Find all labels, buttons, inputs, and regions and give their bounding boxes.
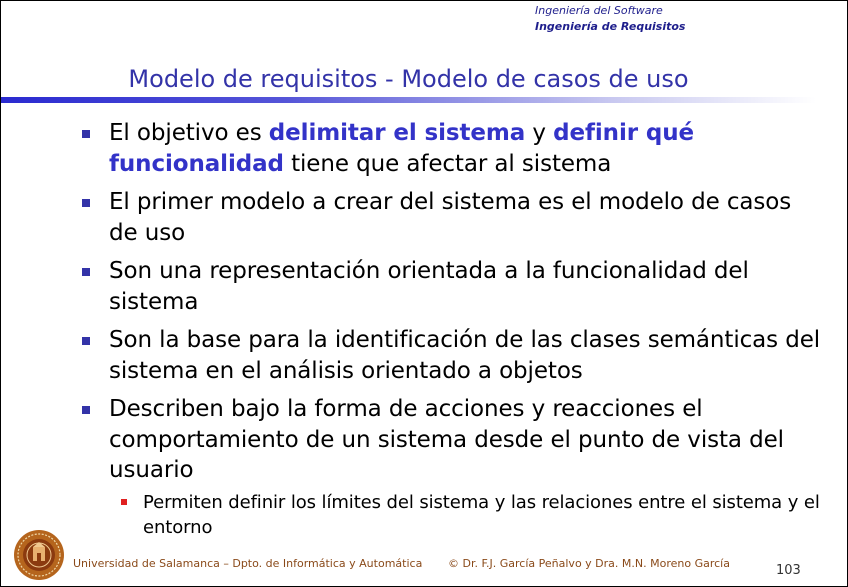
bullet-item — [81, 394, 826, 540]
bullet-text: El primer modelo a crear del sistema es el modelo de casos de uso — [109, 189, 792, 246]
bullet-list — [81, 118, 826, 548]
bullet-item — [81, 187, 826, 248]
footer-authors: © Dr. F.J. García Peñalvo y Dra. M.N. Moreno García — [448, 557, 730, 570]
bullet-highlight: delimitar el sistema — [268, 120, 526, 146]
bullet-square-icon — [82, 130, 90, 138]
bullet-text: y — [525, 120, 554, 146]
bullet-square-icon — [82, 406, 90, 414]
sub-bullet-item — [109, 490, 826, 540]
bullet-item — [81, 256, 826, 317]
bullet-text: Describen bajo la forma de acciones y reacciones el comportamiento de un sistema desde el punto de vista del usuario — [109, 396, 784, 483]
bullet-item — [81, 118, 826, 179]
bullet-text: Son una representación orientada a la funcionalidad del sistema — [109, 258, 749, 315]
sub-bullet-square-icon — [121, 499, 127, 505]
university-seal-icon — [13, 529, 65, 581]
footer-institution: Universidad de Salamanca – Dpto. de Informática y Automática — [73, 557, 423, 570]
sub-bullet-text: Permiten definir los límites del sistema y las relaciones entre el sistema y el entorno — [143, 491, 820, 538]
header-topic: Ingeniería de Requisitos — [535, 20, 686, 33]
bullet-text: El objetivo es — [109, 120, 269, 146]
title-underline — [1, 97, 816, 103]
sub-bullet-list — [109, 490, 826, 540]
header-course: Ingeniería del Software — [535, 4, 663, 17]
bullet-text: tiene que afectar al sistema — [283, 150, 612, 177]
slide-title: Modelo de requisitos - Modelo de casos de uso — [128, 65, 689, 93]
bullet-square-icon — [82, 337, 90, 345]
header — [535, 3, 685, 35]
bullet-item — [81, 325, 826, 386]
bullet-highlight: definir qué funcionalidad — [109, 120, 695, 177]
page-number: 103 — [776, 563, 801, 578]
bullet-square-icon — [82, 199, 90, 207]
bullet-square-icon — [82, 268, 90, 276]
bullet-text: Son la base para la identificación de las clases semánticas del sistema en el análisis orientado a objetos — [109, 327, 821, 384]
